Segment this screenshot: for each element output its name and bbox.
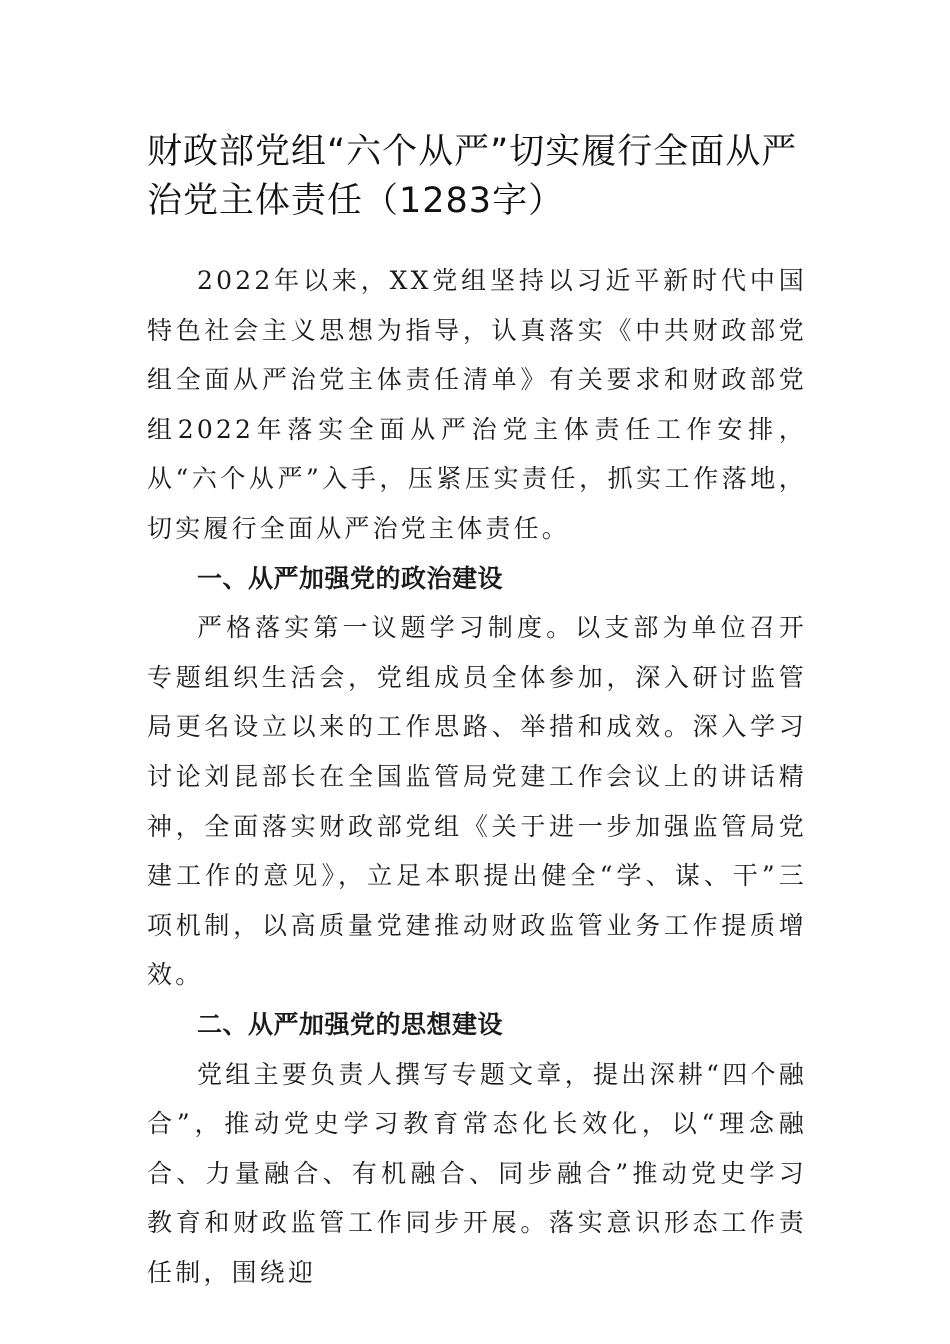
section-paragraph-political: 严格落实第一议题学习制度。以支部为单位召开专题组织生活会，党组成员全体参加，深入研讨监管局更名设立以来的工作思路、举措和成效。深入学习讨论刘昆部长在全国监管局党建工作会议上的讲话精神，全面落实财政部党组《关于进一步加强监管局党建工作的意见》，立足本职提出健全“学、谋、干”三项机制，以高质量党建推动财政监管业务工作提质增效。 — [147, 613, 807, 990]
section-heading-ideological: 二、从严加强党的思想建设 — [197, 1009, 504, 1039]
document-body — [147, 256, 807, 1297]
section-heading-political: 一、从严加强党的政治建设 — [197, 563, 504, 593]
intro-paragraph: 2022年以来，XX党组坚持以习近平新时代中国特色社会主义思想为指导，认真落实《中共财政部党组全面从严治党主体责任清单》有关要求和财政部党组2022年落实全面从严治党主体责任工作安排，从“六个从严”入手，压紧压实责任，抓实工作落地，切实履行全面从严治党主体责任。 — [147, 266, 807, 543]
document-title: 财政部党组“六个从严”切实履行全面从严治党主体责任（1283字） — [147, 132, 798, 221]
section-paragraph-ideological: 党组主要负责人撰写专题文章，提出深耕“四个融合”，推动党史学习教育常态化长效化，以“理念融合、力量融合、有机融合、同步融合”推动党史学习教育和财政监管工作同步开展。落实意识形态工作责任制，围绕迎 — [147, 1059, 807, 1287]
